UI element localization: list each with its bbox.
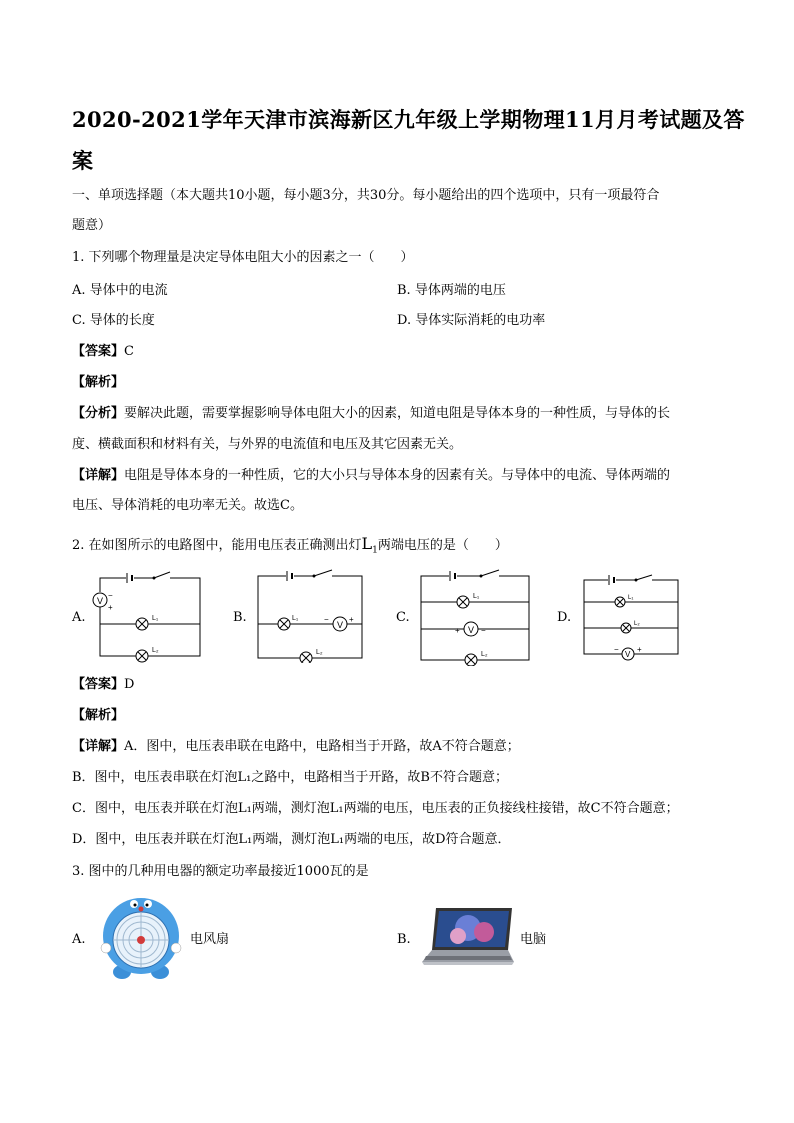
answer-tag: 【答案】 <box>72 344 125 359</box>
svg-text:−: − <box>324 615 329 624</box>
xiangjie-text: 电阻是导体本身的一种性质，它的大小只与导体本身的因素有关。与导体中的电流、导体两端的 <box>124 468 671 483</box>
section-heading-line2: 题意） <box>72 218 112 233</box>
svg-text:L₂: L₂ <box>481 651 488 658</box>
svg-text:L₁: L₁ <box>292 615 299 622</box>
q1-option-a: A. 导体中的电流 <box>72 283 168 298</box>
circuit-diagram-a <box>90 568 210 663</box>
circuit-diagram-c <box>413 566 538 666</box>
svg-text:V: V <box>468 625 475 635</box>
q3-option-b-label: B. <box>397 932 411 947</box>
circuit-diagram-d <box>578 572 688 662</box>
q1-answer <box>72 343 134 361</box>
q2-stem-suffix: 两端电压的是（ ） <box>377 538 508 553</box>
meter-symbol: V <box>97 596 104 606</box>
q2-stem-prefix: 2. 在如图所示的电路图中，能用电压表正确测出灯 <box>72 538 362 553</box>
electric-fan-image <box>100 890 182 986</box>
svg-text:L₁: L₁ <box>628 595 634 601</box>
q1-option-c: C. 导体的长度 <box>72 313 155 328</box>
q2-lamp-subscript: 1 <box>372 545 378 556</box>
svg-text:−: − <box>481 626 486 635</box>
laptop-image <box>422 906 514 970</box>
q1-option-d: D. 导体实际消耗的电功率 <box>397 313 546 328</box>
doc-title-line1: 2020-2021学年天津市滨海新区九年级上学期物理11月月考试题及答 <box>72 107 745 132</box>
q2-label-c: C. <box>396 610 410 625</box>
xiangjie-tag: 【详解】 <box>72 739 125 754</box>
q3-stem: 3. 图中的几种用电器的额定功率最接近1000瓦的是 <box>72 864 369 879</box>
answer-tag: 【答案】 <box>72 677 125 692</box>
svg-text:L₁: L₁ <box>152 615 159 622</box>
answer-value: C <box>124 344 134 359</box>
q2-explain-c: C．图中，电压表并联在灯泡L₁两端，测灯泡L₁两端的电压，电压表的正负接线柱接错，故C不符合题意； <box>72 801 679 816</box>
svg-text:−: − <box>614 645 619 654</box>
q1-fenxi-line1 <box>72 405 670 423</box>
q2-lamp-symbol: L <box>361 534 373 553</box>
svg-text:+: + <box>349 615 354 624</box>
q1-xiangjie-line1 <box>72 467 670 485</box>
q2-explain-d: D．图中，电压表并联在灯泡L₁两端，测灯泡L₁两端的电压，故D符合题意． <box>72 832 511 847</box>
svg-text:+: + <box>455 626 460 635</box>
q1-analysis-tag: 【解析】 <box>72 375 125 390</box>
q2-analysis-tag: 【解析】 <box>72 708 125 723</box>
q1-fenxi-line2: 度、横截面积和材料有关，与外界的电流值和电压及其它因素无关。 <box>72 437 463 452</box>
q2-explain-b: B．图中，电压表串联在灯泡L₁之路中，电路相当于开路，故B不符合题意； <box>72 770 508 785</box>
fenxi-tag: 【分析】 <box>72 406 125 421</box>
svg-text:L₂: L₂ <box>152 647 159 654</box>
svg-text:V: V <box>337 620 344 630</box>
q2-explain-a <box>72 738 520 756</box>
xiangjie-tag: 【详解】 <box>72 468 125 483</box>
svg-text:L₂: L₂ <box>316 649 323 656</box>
svg-text:V: V <box>625 650 631 659</box>
svg-text:L₂: L₂ <box>634 621 640 627</box>
q2-stem <box>72 535 508 560</box>
svg-text:+: + <box>108 603 113 612</box>
q1-stem: 1. 下列哪个物理量是决定导体电阻大小的因素之一（ ） <box>72 250 414 265</box>
q2-label-a: A. <box>72 610 86 625</box>
q3-option-b-text: 电脑 <box>520 932 547 947</box>
section-heading-line1: 一、单项选择题（本大题共10小题，每小题3分，共30分。每小题给出的四个选项中，只有一项最符合 <box>72 188 660 203</box>
q3-option-a-text: 电风扇 <box>190 932 230 947</box>
explain-a-text: A．图中，电压表串联在电路中，电路相当于开路，故A不符合题意； <box>124 739 520 754</box>
svg-text:+: + <box>637 645 642 654</box>
fenxi-text: 要解决此题，需要掌握影响导体电阻大小的因素，知道电阻是导体本身的一种性质，与导体的长 <box>124 406 671 421</box>
answer-value: D <box>124 677 135 692</box>
circuit-diagram-b <box>252 568 372 663</box>
q1-option-b: B. 导体两端的电压 <box>397 283 506 298</box>
q1-xiangjie-line2: 电压、导体消耗的电功率无关。故选C。 <box>72 498 303 513</box>
q2-label-d: D. <box>557 610 572 625</box>
q3-option-a-label: A. <box>72 932 86 947</box>
q2-label-b: B. <box>233 610 247 625</box>
doc-title-line2: 案 <box>72 148 94 173</box>
svg-text:L₁: L₁ <box>473 593 480 600</box>
svg-text:−: − <box>108 591 113 600</box>
q2-answer <box>72 676 134 694</box>
